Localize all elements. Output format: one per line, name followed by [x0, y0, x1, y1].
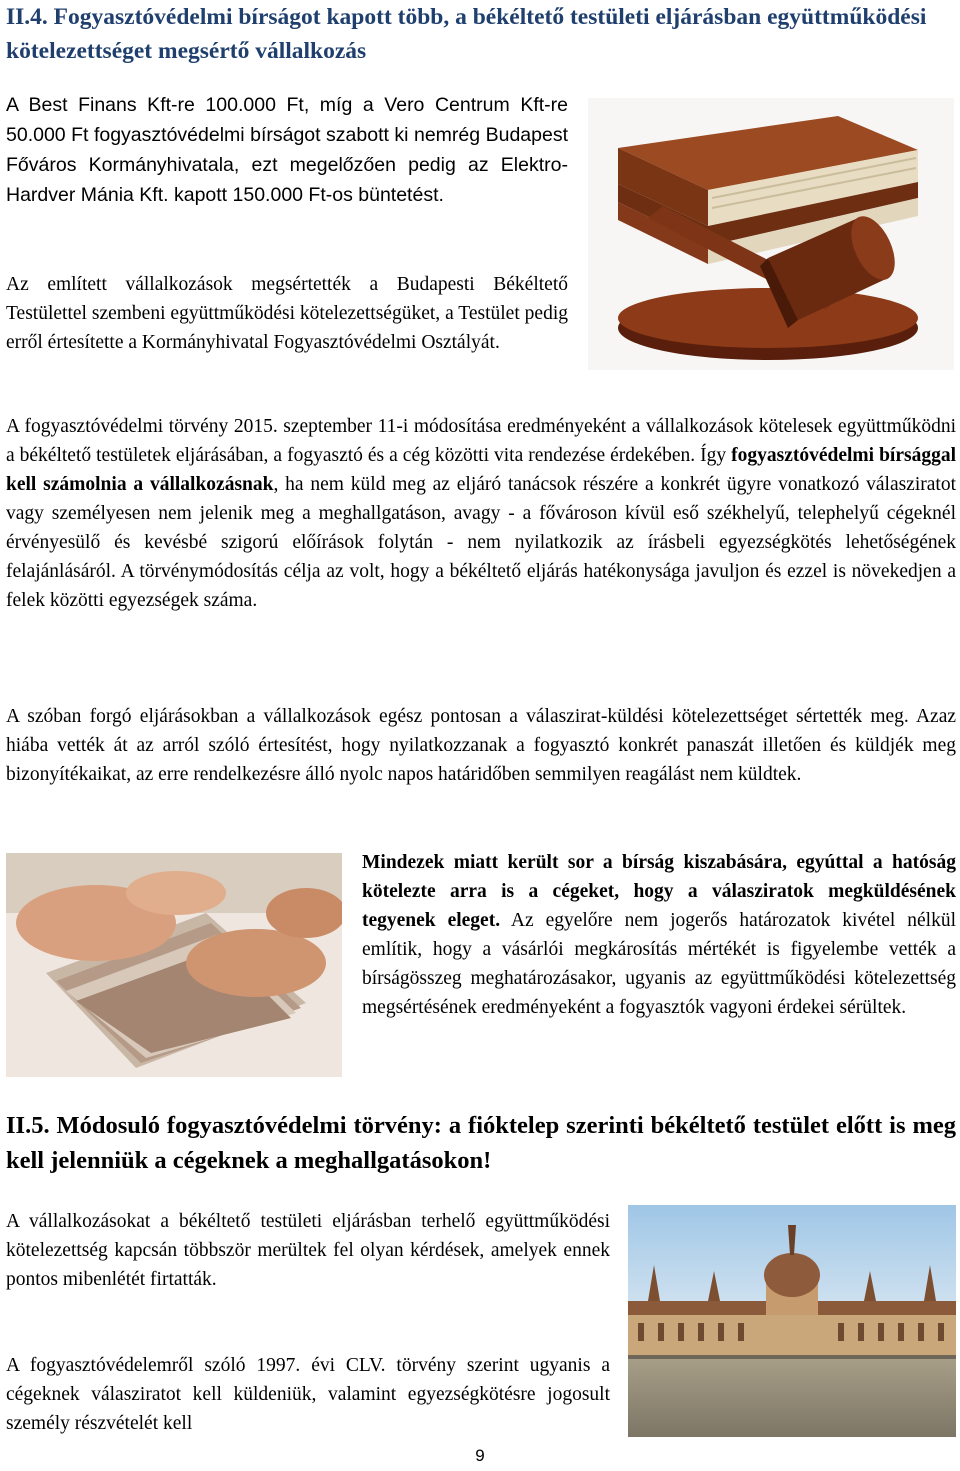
parliament-building-image [628, 1205, 956, 1437]
section-heading-ii4: II.4. Fogyasztóvédelmi bírságot kapott több, a békéltető testületi eljárásban együttműködési kötelezettséget megsértő vállalkozás [6, 4, 927, 64]
section-heading-ii5: II.5. Módosuló fogyasztóvédelmi törvény: a fióktelep szerinti békéltető testület előtt is meg kell jelenniük a cégeknek a meghallgatásokon! [6, 1112, 956, 1174]
paragraph-branch-questions: A vállalkozásokat a békéltető testületi eljárásban terhelő együttműködési kötelezettség kapcsán többször merültek fel olyan kérdések, amelyek ennek pontos mibenlétét firtatták. [6, 1211, 610, 1290]
para2-text-end: , ha nem küld meg az eljáró tanácsok részére a konkrét ügyre vonatkozó válasziratot vagy személyesen nem jelenik meg a meghallgatáson, avagy - a fővároson kívül eső székhelyű, telephelyű cégeknél érvényesülő és kevésbé szigorú előírások folytán - nem nyilatkozik az írásbeli egyezségkötés lehetőségének felajánlásáról. A törvénymódosítás célja az volt, hogy a békéltető eljárás hatékonysága javuljon és ezzel is növekedjen a felek közötti egyezségek száma. [6, 474, 956, 611]
gavel-books-image [588, 98, 954, 370]
banknotes-hands-image [6, 853, 342, 1077]
para4-bold-text: Mindezek miatt került sor a bírság kiszabására, egyúttal a hatóság kötelezte arra is a cégeket, hogy a válasziratok megküldésének tegyenek eleget. [362, 852, 956, 931]
paragraph-violation: Az említett vállalkozások megsértették a Budapesti Békéltető Testülettel szembeni együttműködési kötelezettségüket, a Testület pedig erről értesítette a Kormányhivatal Fogyasztóvédelmi Osztályát. [6, 274, 568, 353]
paragraph-law-amendment [6, 412, 956, 615]
para2-bold-emphasis: fogyasztóvédelmi bírsággal kell számolnia a vállalkozásnak [6, 445, 957, 495]
paragraph-obligation-breach: A szóban forgó eljárásokban a vállalkozások egész pontosan a válaszirat-küldési kötelezettséget sértették meg. Azaz hiába vették át az arról szóló értesítést, hogy nyilatkozzanak a fogyasztó konkrét panaszát illetően és küldjék meg bizonyítékaikat, az erre rendelkezésre álló nyolc napos határidőben semmilyen reagálást nem küldtek. [6, 706, 956, 785]
page-number: 9 [475, 1446, 485, 1465]
para2-text-start: A fogyasztóvédelmi törvény 2015. szeptember 11-i módosítása eredményeként a vállalkozások kötelesek együttműködni a békéltető testületek eljárásában, a fogyasztó és a cég közötti vita rendezése érdekében. Így [6, 416, 956, 466]
paragraph-fine-imposed [362, 848, 956, 1022]
para4-regular-text: Az egyelőre nem jogerős határozatok kivétel nélkül említik, hogy a vásárlói megkárosítás mértékét is figyelembe vették a bírságösszeg meghatározásakor, ugyanis az együttműködési kötelezettség megsértésének eredményeként a fogyasztók vagyoni érdekei sérültek. [362, 910, 956, 1018]
intro-paragraph: A Best Finans Kft-re 100.000 Ft, míg a Vero Centrum Kft-re 50.000 Ft fogyasztóvédelmi bírságot szabott ki nemrég Budapest Főváros Kormányhivatala, ezt megelőzően pedig az Elektro-Hardver Mánia Kft. kapott 150.000 Ft-os büntetést. [6, 94, 568, 206]
paragraph-law-1997: A fogyasztóvédelemről szóló 1997. évi CLV. törvény szerint ugyanis a cégeknek válasziratot kell küldeniük, valamint egyezségkötésre jogosult személy részvételét kell [6, 1355, 610, 1434]
